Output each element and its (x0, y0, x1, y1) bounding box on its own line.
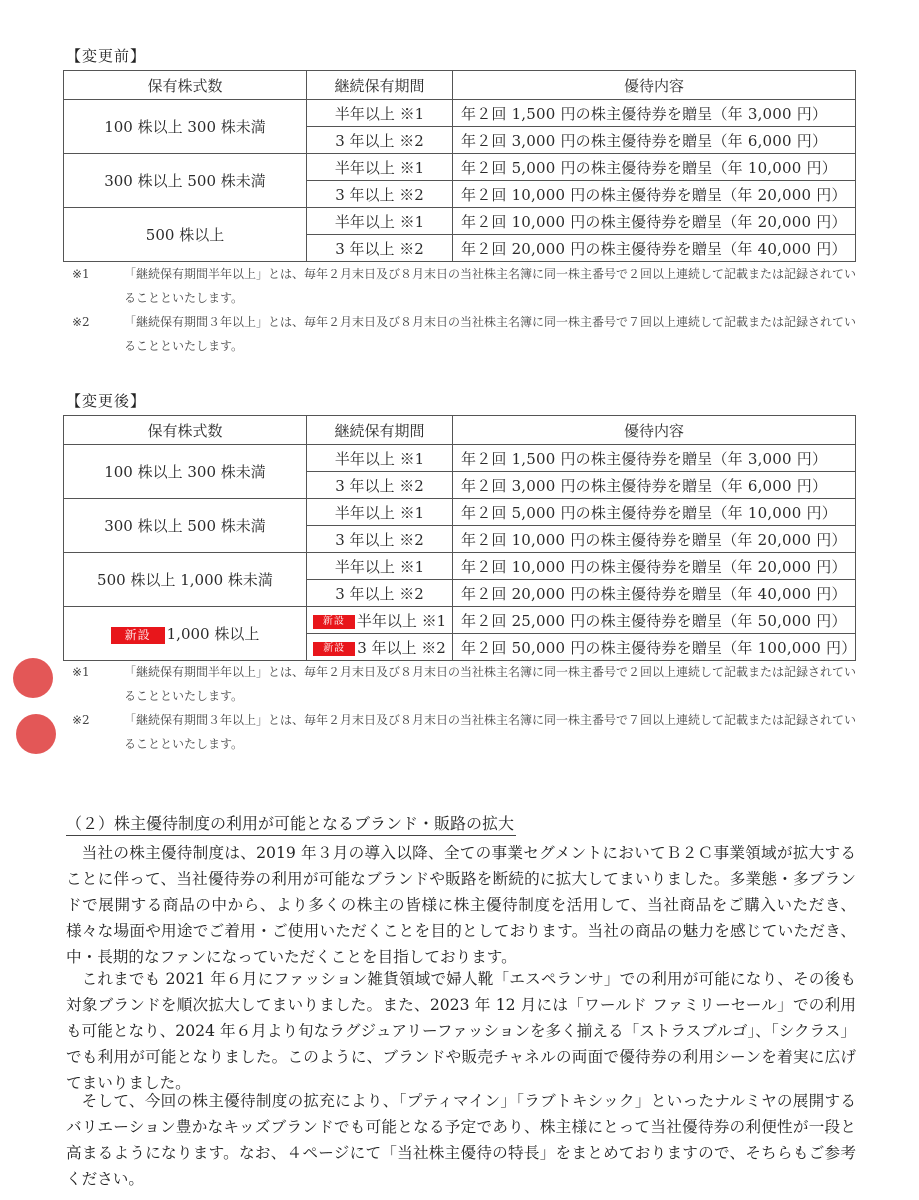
content-cell: 年２回 20,000 円の株主優待券を贈呈（年 40,000 円） (453, 580, 856, 607)
period-cell: 半年以上 ※1 (307, 553, 453, 580)
content-cell: 年２回 3,000 円の株主優待券を贈呈（年 6,000 円） (453, 127, 856, 154)
period-cell-new (307, 607, 453, 634)
period-cell: 3 年以上 ※2 (307, 580, 453, 607)
table-header-row (64, 71, 856, 100)
table-row (64, 100, 856, 127)
content-cell: 年２回 5,000 円の株主優待券を贈呈（年 10,000 円） (453, 154, 856, 181)
footnote-text: 「継続保有期間３年以上」とは、毎年２月末日及び８月末日の当社株主名簿に同一株主番号で７回以上連続して記載または記録されていることといたします。 (124, 713, 857, 751)
period-cell: 3 年以上 ※2 (307, 472, 453, 499)
paragraph: 当社の株主優待制度は、2019 年３月の導入以降、全ての事業セグメントにおいてＢ２Ｃ事業領域が拡大することに伴って、当社優待券の利用が可能なブランドや販路を断続的に拡大してまいりました。多業態・多ブランドで展開する商品の中から、より多くの株主の皆様に株主優待制度を活用して、当社商品をご購入いただき、様々な場面や用途でご着用・ご使用いただくことを目的としております。当社の商品の魅力を感じていただき、中・長期的なファンになっていただくことを目指しております。 (66, 844, 856, 966)
footnote-mark: ※1 (72, 267, 90, 281)
red-annotation-dot (16, 714, 56, 754)
header-shares: 保有株式数 (64, 71, 307, 100)
footnote (72, 262, 862, 310)
footnote-mark: ※1 (72, 665, 90, 679)
shares-cell: 300 株以上 500 株未満 (64, 499, 307, 553)
footnote (72, 708, 862, 756)
period-text: 半年以上 ※1 (356, 611, 447, 630)
header-shares: 保有株式数 (64, 416, 307, 445)
section-heading: （２）株主優待制度の利用が可能となるブランド・販路の拡大 (66, 813, 516, 836)
footnote-mark: ※2 (72, 713, 90, 727)
before-label: 【変更前】 (66, 47, 147, 65)
table-row-new (64, 607, 856, 634)
shares-cell: 500 株以上 1,000 株未満 (64, 553, 307, 607)
period-text: 3 年以上 ※2 (357, 638, 446, 657)
red-annotation-dot (13, 658, 53, 698)
content-cell: 年２回 1,500 円の株主優待券を贈呈（年 3,000 円） (453, 100, 856, 127)
content-cell: 年２回 50,000 円の株主優待券を贈呈（年 100,000 円） (453, 634, 856, 661)
period-cell: 半年以上 ※1 (307, 154, 453, 181)
footnote-text: 「継続保有期間３年以上」とは、毎年２月末日及び８月末日の当社株主名簿に同一株主番号で７回以上連続して記載または記録されていることといたします。 (124, 315, 857, 353)
shares-cell: 100 株以上 300 株未満 (64, 100, 307, 154)
shares-cell: 500 株以上 (64, 208, 307, 262)
content-cell: 年２回 10,000 円の株主優待券を贈呈（年 20,000 円） (453, 526, 856, 553)
content-cell: 年２回 10,000 円の株主優待券を贈呈（年 20,000 円） (453, 553, 856, 580)
period-cell: 半年以上 ※1 (307, 100, 453, 127)
before-table (63, 70, 856, 262)
before-notes (72, 262, 862, 358)
content-cell: 年２回 10,000 円の株主優待券を贈呈（年 20,000 円） (453, 208, 856, 235)
table-row (64, 208, 856, 235)
content-cell: 年２回 20,000 円の株主優待券を贈呈（年 40,000 円） (453, 235, 856, 262)
table-header-row (64, 416, 856, 445)
content-cell: 年２回 10,000 円の株主優待券を贈呈（年 20,000 円） (453, 181, 856, 208)
table-row (64, 445, 856, 472)
period-cell: 半年以上 ※1 (307, 208, 453, 235)
paragraph: そして、今回の株主優待制度の拡充により、「プティマイン」「ラブトキシック」といったナルミヤの展開するバリエーション豊かなキッズブランドでも可能となる予定であり、株主様にとって当社優待券の利便性が一段と高まるようになります。なお、４ページにて「当社株主優待の特長」をまとめておりますので、そちらもご参考ください。 (66, 1092, 856, 1188)
header-period: 継続保有期間 (307, 71, 453, 100)
after-label: 【変更後】 (66, 392, 147, 410)
footnote-mark: ※2 (72, 315, 90, 329)
after-notes (72, 660, 862, 756)
table-row (64, 553, 856, 580)
period-cell-new (307, 634, 453, 661)
content-cell: 年２回 1,500 円の株主優待券を贈呈（年 3,000 円） (453, 445, 856, 472)
shares-cell-new (64, 607, 307, 661)
period-cell: 半年以上 ※1 (307, 445, 453, 472)
table-row (64, 154, 856, 181)
new-badge: 新設 (111, 627, 165, 644)
header-period: 継続保有期間 (307, 416, 453, 445)
table-row (64, 499, 856, 526)
content-cell: 年２回 3,000 円の株主優待券を贈呈（年 6,000 円） (453, 472, 856, 499)
new-badge: 新設 (313, 642, 355, 656)
footnote (72, 660, 862, 708)
paragraph: これまでも 2021 年６月にファッション雑貨領域で婦人靴「エスペランサ」での利用が可能になり、その後も対象ブランドを順次拡大してまいりました。また、2023 年 12 月には「ワールド ファミリーセール」での利用も可能となり、2024 年６月より旬なラグジュアリーファッションを多く揃える「ストラスブルゴ」、「シクラス」でも利用が可能となりました。このように、ブランドや販売チャネルの両面で優待券の利用シーンを着実に広げてまいりました。 (66, 970, 856, 1092)
shares-cell: 300 株以上 500 株未満 (64, 154, 307, 208)
footnote-text: 「継続保有期間半年以上」とは、毎年２月末日及び８月末日の当社株主名簿に同一株主番号で２回以上連続して記載または記録されていることといたします。 (124, 665, 857, 703)
content-cell: 年２回 25,000 円の株主優待券を贈呈（年 50,000 円） (453, 607, 856, 634)
after-table (63, 415, 856, 661)
period-cell: 3 年以上 ※2 (307, 235, 453, 262)
footnote (72, 310, 862, 358)
period-cell: 半年以上 ※1 (307, 499, 453, 526)
header-content: 優待内容 (453, 416, 856, 445)
new-badge: 新設 (313, 615, 355, 629)
period-cell: 3 年以上 ※2 (307, 127, 453, 154)
header-content: 優待内容 (453, 71, 856, 100)
shares-cell: 100 株以上 300 株未満 (64, 445, 307, 499)
footnote-text: 「継続保有期間半年以上」とは、毎年２月末日及び８月末日の当社株主名簿に同一株主番号で２回以上連続して記載または記録されていることといたします。 (124, 267, 857, 305)
period-cell: 3 年以上 ※2 (307, 526, 453, 553)
content-cell: 年２回 5,000 円の株主優待券を贈呈（年 10,000 円） (453, 499, 856, 526)
period-cell: 3 年以上 ※2 (307, 181, 453, 208)
shares-text: 1,000 株以上 (166, 625, 260, 643)
